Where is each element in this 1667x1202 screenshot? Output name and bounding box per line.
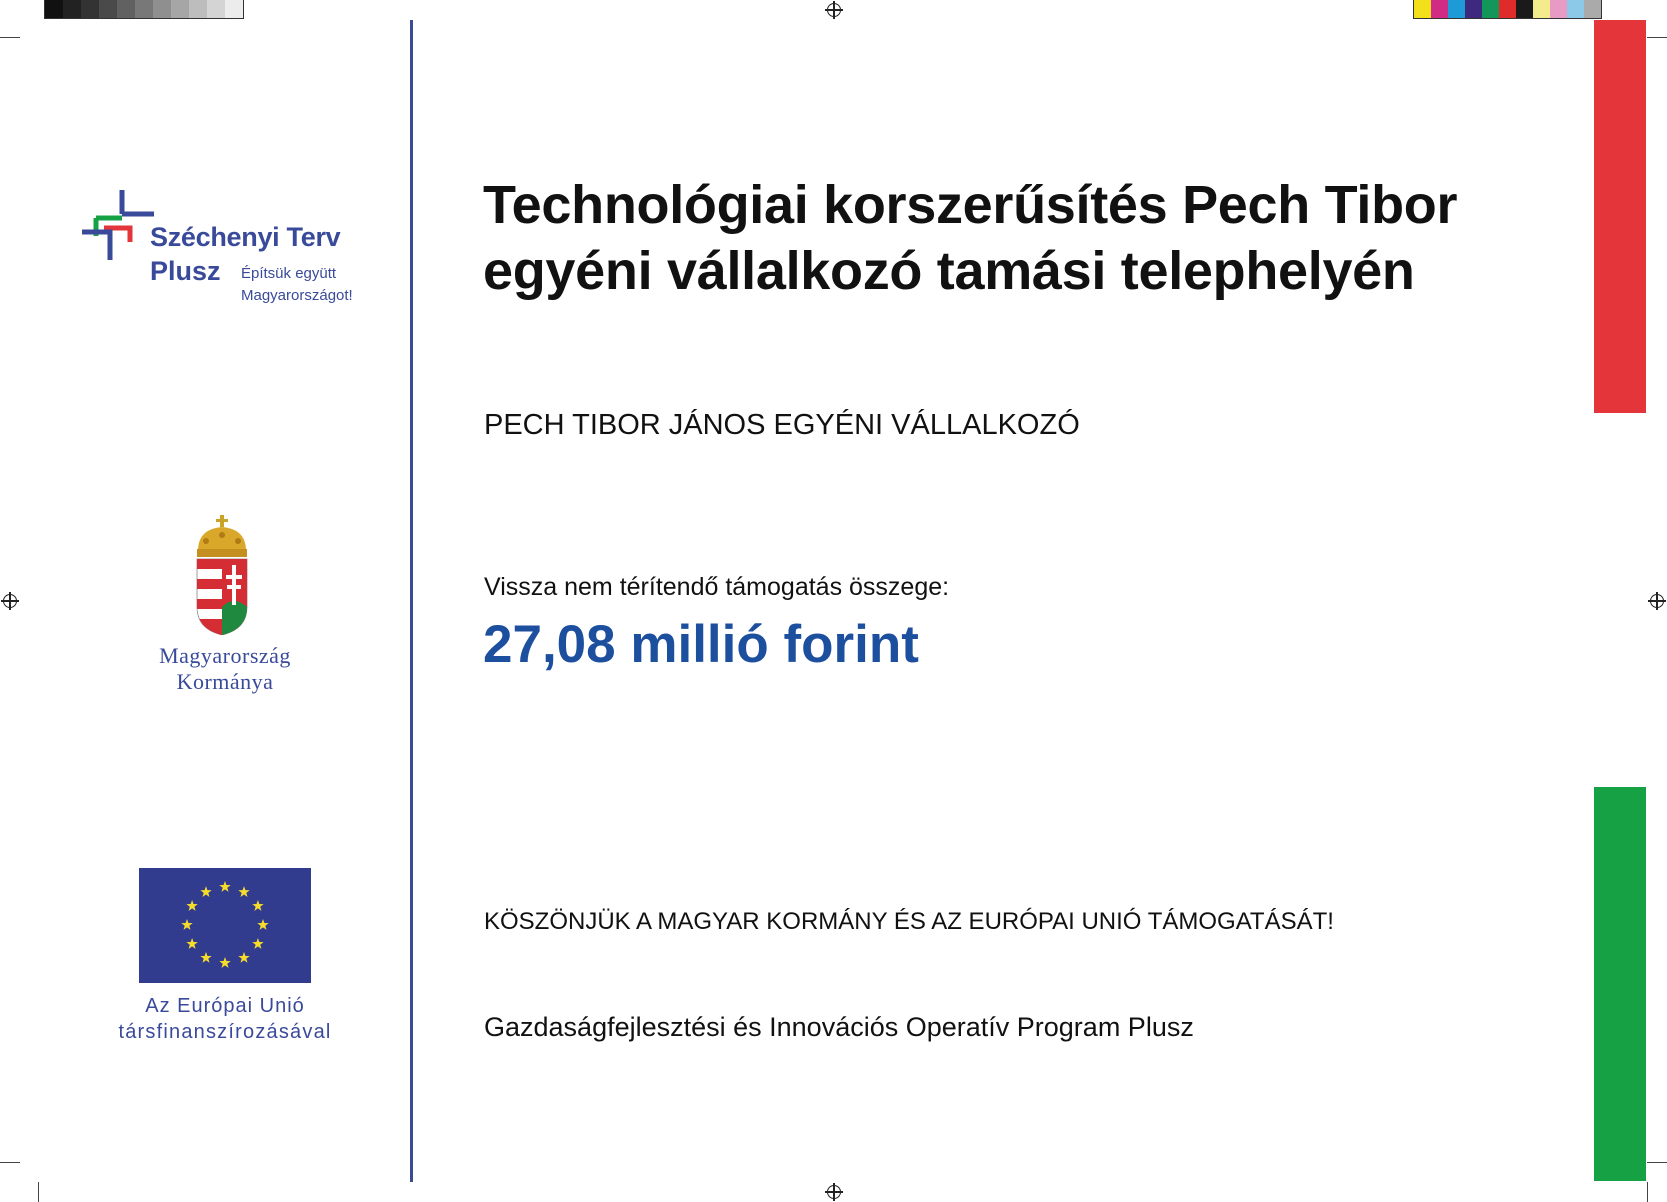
color-swatch bbox=[1414, 0, 1431, 18]
color-swatch bbox=[1448, 0, 1465, 18]
program-name: Gazdaságfejlesztési és Innovációs Operatív Program Plusz bbox=[484, 1012, 1194, 1042]
eu-cofinancing-line-2: társfinanszírozásával bbox=[118, 1021, 332, 1043]
grayscale-swatch bbox=[63, 0, 81, 18]
grayscale-swatch bbox=[135, 0, 153, 18]
eu-star-icon bbox=[186, 900, 197, 911]
crop-mark bbox=[1647, 1162, 1667, 1163]
szechenyi-tagline-2: Magyarországot! bbox=[241, 287, 353, 304]
registration-mark bbox=[827, 3, 841, 17]
grayscale-swatch bbox=[45, 0, 63, 18]
thanks-message: KÖSZÖNJÜK A MAGYAR KORMÁNY ÉS AZ EURÓPAI UNIÓ TÁMOGATÁSÁT! bbox=[484, 908, 1334, 935]
color-swatch bbox=[1465, 0, 1482, 18]
color-calibration-bar bbox=[1413, 0, 1602, 19]
szechenyi-plusz: Plusz bbox=[150, 256, 221, 286]
red-stripe bbox=[1594, 20, 1646, 413]
eu-star-icon bbox=[200, 886, 211, 897]
project-title: Technológiai korszerűsítés Pech Tibor egyéni vállalkozó tamási telephelyén bbox=[483, 175, 1458, 301]
eu-star-icon bbox=[200, 952, 211, 963]
grayscale-swatch bbox=[81, 0, 99, 18]
crop-mark bbox=[0, 1162, 20, 1163]
eu-star-icon bbox=[238, 952, 249, 963]
eu-star-icon bbox=[219, 881, 230, 892]
crop-mark bbox=[1647, 37, 1667, 38]
eu-star-icon bbox=[181, 919, 192, 930]
color-swatch bbox=[1567, 0, 1584, 18]
crop-mark bbox=[0, 37, 20, 38]
eu-star-icon bbox=[219, 957, 230, 968]
registration-mark bbox=[1650, 594, 1664, 608]
eu-flag-icon bbox=[139, 868, 311, 983]
grayscale-swatch bbox=[171, 0, 189, 18]
color-swatch bbox=[1482, 0, 1499, 18]
grayscale-swatch bbox=[207, 0, 225, 18]
registration-mark bbox=[827, 1185, 841, 1199]
eu-star-icon bbox=[257, 919, 268, 930]
color-swatch bbox=[1533, 0, 1550, 18]
crop-mark bbox=[1647, 1182, 1648, 1202]
crop-mark bbox=[38, 1182, 39, 1202]
color-swatch bbox=[1516, 0, 1533, 18]
eu-cofinancing-line-1: Az Európai Unió bbox=[145, 995, 305, 1017]
szechenyi-title: Széchenyi Terv bbox=[150, 222, 341, 252]
grayscale-swatch bbox=[225, 0, 243, 18]
szechenyi-tagline-1: Építsük együtt bbox=[241, 265, 337, 282]
szechenyi-cross-icon bbox=[82, 190, 154, 262]
grant-label: Vissza nem térítendő támogatás összege: bbox=[484, 573, 950, 601]
hungarian-coat-of-arms-icon bbox=[194, 515, 250, 635]
grayscale-bar bbox=[44, 0, 244, 19]
government-name-line-2: Kormánya bbox=[176, 669, 274, 694]
beneficiary-name: PECH TIBOR JÁNOS EGYÉNI VÁLLALKOZÓ bbox=[484, 409, 1080, 441]
registration-mark bbox=[3, 594, 17, 608]
vertical-divider bbox=[410, 20, 413, 1182]
grayscale-swatch bbox=[153, 0, 171, 18]
eu-star-icon bbox=[238, 886, 249, 897]
grayscale-swatch bbox=[117, 0, 135, 18]
grayscale-swatch bbox=[189, 0, 207, 18]
grayscale-swatch bbox=[99, 0, 117, 18]
color-swatch bbox=[1550, 0, 1567, 18]
color-swatch bbox=[1499, 0, 1516, 18]
grant-amount: 27,08 millió forint bbox=[483, 615, 919, 674]
eu-star-icon bbox=[186, 938, 197, 949]
eu-star-icon bbox=[252, 938, 263, 949]
government-name-line-1: Magyarország bbox=[159, 643, 291, 668]
eu-star-icon bbox=[252, 900, 263, 911]
color-swatch bbox=[1584, 0, 1601, 18]
color-swatch bbox=[1431, 0, 1448, 18]
green-stripe bbox=[1594, 787, 1646, 1181]
